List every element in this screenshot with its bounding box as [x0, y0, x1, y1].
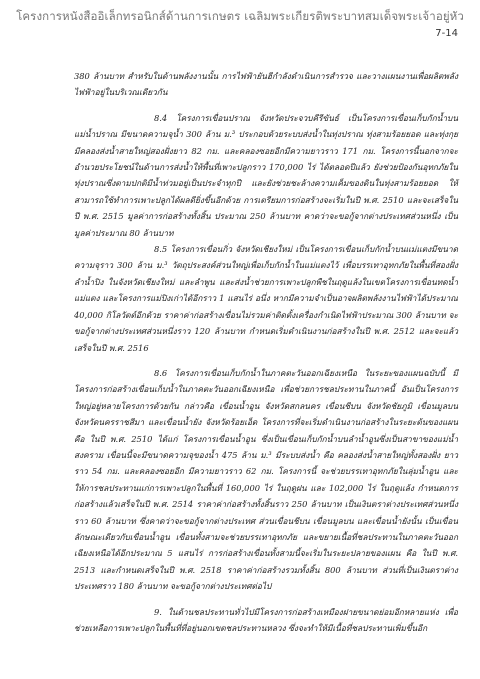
page-number: 7-14 [435, 28, 458, 39]
paragraph-8-5: 8.5 โครงการเขื่อนกิ่ว จังหวัดเชียงใหม่ เป็นโครงการเขื่อนเก็บกักน้ำบนแม่แตงมีขนาดความจุราว 300 ล้าน ม.³ วัตถุประสงค์ส่วนใหญ่เพื่อเก็บกักน้ำในแม่แตงไว้ เพื่อบรรเทาอุทกภัยในพื้นที่สองฝั่งลำน้ำปิง ในจังหวัดเชียงใหม่ และลำพูน และส่งน้ำช่วยการเพาะปลูกพืชในฤดูแล้งในเขตโครงการเขื่อนทดน้ำแม่แตง และโครงการแม่ปิงเก่าได้อีกราว 1 แสนไร่ อนึ่ง หากมีความจำเป็นอาจผลิตพลังงานไฟฟ้าได้ประมาณ 40,000 กิโลวัตต์อีกด้วย ราคาค่าก่อสร้างเขื่อนไม่รวมค่าติดตั้งเครื่องกำเนิดไฟฟ้าประมาณ 300 ล้านบาท จะขอกู้จากต่างประเทศส่วนหนึ่งราว 120 ล้านบาท กำหนดเริ่มดำเนินงานก่อสร้างในปี พ.ศ. 2512 และจะแล้วเสร็จในปี พ.ศ. 2516 [74, 244, 458, 353]
paragraph-8-4: 8.4 โครงการเขื่อนปราณ จังหวัดประจวบคีรีขันธ์ เป็นโครงการเขื่อนเก็บกักน้ำบนแม่น้ำปราณ มีขนาดความจุน้ำ 300 ล้าน ม.³ ประกอบด้วยระบบส่งน้ำในทุ่งปราณ ทุ่งสามร้อยยอด และทุ่งกุยมีคลองส่งน้ำสายใหญ่สองฝั่งยาว 82 กม. และคลองซอยอีกมีความยาวราว 171 กม. โครงการนี้นอกจากจะอำนวยประโยชน์ในด้านการส่งน้ำให้พื้นที่เพาะปลูกราว 170,000 ไร่ ได้ตลอดปีแล้ว ยังช่วยป้องกันอุทกภัยในทุ่งปราณซึ่งตามปกติมีน้ำท่วมอยู่เป็นประจำทุกปี และยังช่วยชะล้างความเค็มของดินในทุ่งสามร้อยยอด ให้สามารถใช้ทำการเพาะปลูกได้ผลดียิ่งขึ้นอีกด้วย การเตรียมการก่อสร้างจะเริ่มในปี พ.ศ. 2510 และจะเสร็จในปี พ.ศ. 2515 มูลค่าการก่อสร้างทั้งสิ้น ประมาณ 250 ล้านบาท คาดว่าจะขอกู้จากต่างประเทศส่วนหนึ่ง เป็นมูลค่าประมาณ 80 ล้านบาท [74, 112, 458, 238]
paragraph-8-6: 8.6 โครงการเขื่อนเก็บกักน้ำในภาคตะวันออกเฉียงเหนือ ในระยะของแผนฉบับนี้ มีโครงการก่อสร้างเขื่อนเก็บน้ำในภาคตะวันออกเฉียงเหนือ เพื่อช่วยการชลประทานในภาคนี้ อันเป็นโครงการใหญ่อยู่หลายโครงการด้วยกัน กล่าวคือ เขื่อนน้ำอูน จังหวัดสกลนคร เขื่อนชีบน จังหวัดชัยภูมิ เขื่อนมูลบน จังหวัดนครราชสีมา และเขื่อนน้ำยัง จังหวัดร้อยเอ็ด โครงการที่จะเริ่มดำเนินงานก่อสร้างในระยะต้นของแผน คือ ในปี พ.ศ. 2510 ได้แก่ โครงการเขื่อนน้ำอูน ซึ่งเป็นเขื่อนเก็บกักน้ำบนลำน้ำอูนซึ่งเป็นสาขาของแม่น้ำสงคราม เขื่อนนี้จะมีขนาดความจุของน้ำ 475 ล้าน ม.³ มีระบบส่งน้ำ คือ คลองส่งน้ำสายใหญ่ทั้งสองฝั่ง ยาวราว 54 กม. และคลองซอยอีก มีความยาวราว 62 กม. โครงการนี้ จะช่วยบรรเทาอุทกภัยในลุ่มน้ำอูน และให้การชลประทานแก่การเพาะปลูกในพื้นที่ 160,000 ไร่ ในฤดูฝน และ 102,000 ไร่ ในฤดูแล้ง กำหนดการก่อสร้างแล้วเสร็จในปี พ.ศ. 2514 ราคาค่าก่อสร้างทั้งสิ้นราว 250 ล้านบาท เป็นเงินตราต่างประเทศส่วนหนึ่งราว 60 ล้านบาท ซึ่งคาดว่าจะขอกู้จากต่างประเทศ ส่วนเขื่อนชีบน เขื่อนมูลบน และเขื่อนน้ำยังนั้น เป็นเขื่อนลักษณะเดียวกับเขื่อนน้ำอูน เขื่อนทั้งสามจะช่วยบรรเทาอุทกภัย และขยายเนื้อที่ชลประทานในภาคตะวันออกเฉียงเหนือได้อีกประมาณ 5 แสนไร่ การก่อสร้างเขื่อนทั้งสามนี้จะเริ่มในระยะปลายของแผน คือ ในปี พ.ศ. 2513 และกำหนดเสร็จในปี พ.ศ. 2518 ราคาค่าก่อสร้างรวมทั้งสิ้น 800 ล้านบาท ส่วนที่เป็นเงินตราต่างประเทศราว 180 ล้านบาท จะขอกู้จากต่างประเทศต่อไป [74, 367, 458, 592]
page-header: โครงการหนังสืออิเล็กทรอนิกส์ด้านการเกษตร เฉลิมพระเกียรติพระบาทสมเด็จพระเจ้าอยู่หัว [16, 9, 464, 23]
document-body [74, 68, 458, 636]
paragraph-continuation: 380 ล้านบาท สำหรับในด้านพลังงานนั้น การไฟฟ้ายันฮีกำลังดำเนินการสำรวจ และวางแผนงานเพื่อผลิตพลังไฟฟ้าอยู่ในบริเวณเดียวกัน [74, 71, 458, 98]
paragraph-9: 9. ในด้านชลประทานทั่วไปมีโครงการก่อสร้างเหมืองฝายขนาดย่อมอีกหลายแห่ง เพื่อช่วยเหลือการเพาะปลูกในพื้นที่ที่อยู่นอกเขตชลประทานหลวง ซึ่งจะทำให้มีเนื้อที่ชลประทานเพิ่มขึ้นอีก [74, 606, 458, 633]
